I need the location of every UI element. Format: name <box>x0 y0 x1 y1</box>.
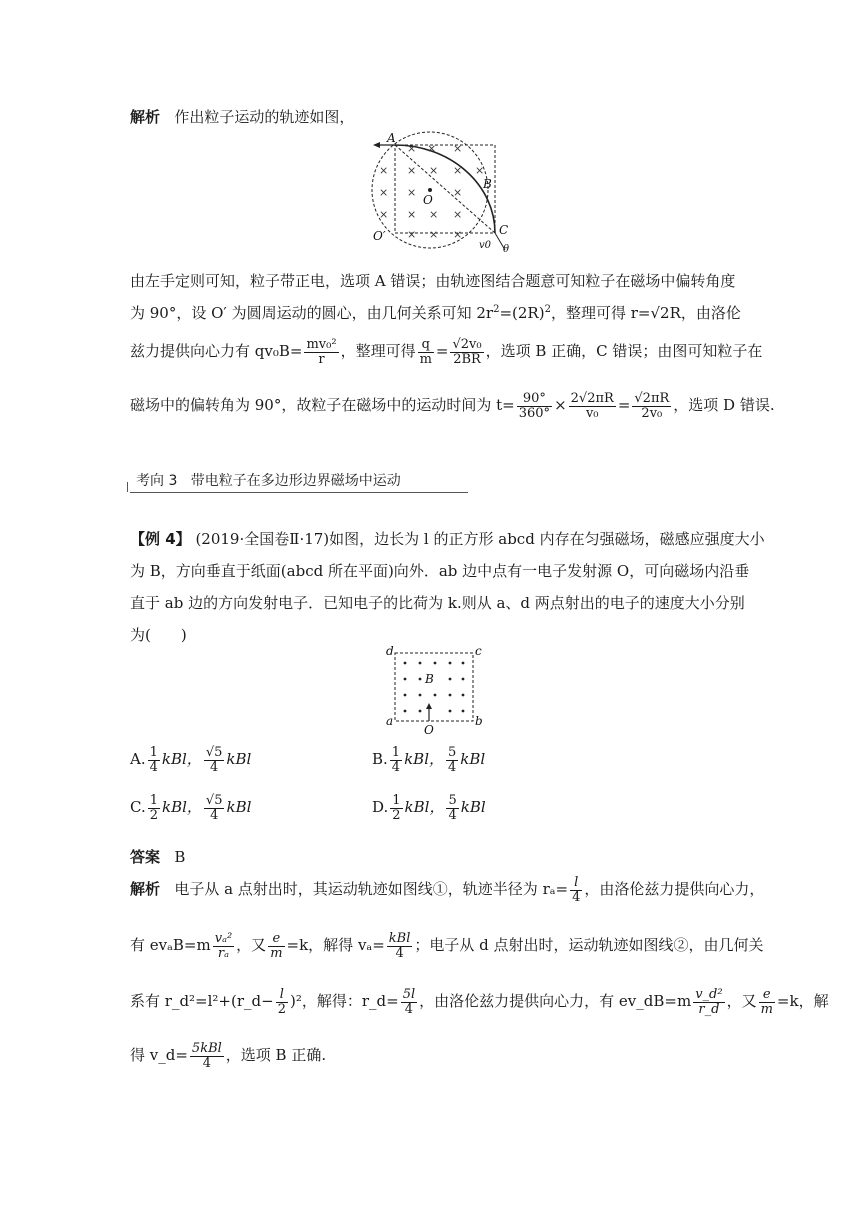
svg-text:×: × <box>407 208 417 221</box>
svg-text:×: × <box>407 164 417 177</box>
analysis-label: 解析 <box>130 108 161 126</box>
answer-label: 答案 <box>130 848 161 866</box>
svg-text:×: × <box>427 142 437 155</box>
svg-text:×: × <box>453 142 463 155</box>
example-p2: 为 B，方向垂直于纸面(abcd 所在平面)向外．ab 边中点有一电子发射源 O，可向磁场内沿垂 <box>130 562 750 580</box>
section-heading <box>130 470 468 493</box>
option-b[interactable]: B. $\frac{1}{4}$ kBl， $\frac{5}{4}$ kBl <box>372 745 486 775</box>
analysis1-p2: 为 90°，设 O′ 为圆周运动的圆心，由几何关系可知 $2r^2=(2R)^2$，整理可得 r=√2R，由洛伦 <box>130 304 741 322</box>
svg-text:v0: v0 <box>479 240 492 251</box>
analysis2-l2: 有 evₐB=m $\frac{\text{vₐ²}}{\text{rₐ}}$ ，又 $\frac{e}{m}$ =k，解得 vₐ= $\frac{\text{kBl}}{4}$ ；电子从 d 点射出时，运动轨迹如图线②，由几何关 <box>130 931 764 961</box>
svg-text:×: × <box>407 186 417 199</box>
analysis2-l4: 得 v_d= $\frac{\text{5kBl}}{4}$ ，选项 B 正确. <box>130 1041 327 1071</box>
svg-text:O: O <box>423 193 433 207</box>
answer-value: B <box>174 848 186 866</box>
square-field-diagram <box>383 645 493 735</box>
svg-text:×: × <box>453 228 463 241</box>
svg-text:A: A <box>387 131 396 145</box>
svg-text:×: × <box>475 164 485 177</box>
svg-text:O: O <box>424 723 434 735</box>
option-d[interactable]: D. $\frac{1}{2}$ kBl， $\frac{5}{4}$ kBl <box>372 793 486 823</box>
svg-text:B: B <box>425 672 434 686</box>
trajectory-diagram <box>365 130 535 255</box>
example-label: 【例 4】 <box>130 530 191 548</box>
svg-text:O′: O′ <box>373 229 386 243</box>
analysis2-l3: 系有 r_d²=l²+(r_d− $\frac{l}{2}$ )²，解得：r_d= $\frac{5l}{4}$ ，由洛伦兹力提供向心力，有 ev_dB=m $\frac{\text{v\_d²}}{r\_d}$ ，又 $\frac{e}{m}$ =k，解 <box>130 987 829 1017</box>
svg-text:×: × <box>429 164 439 177</box>
svg-text:×: × <box>429 208 439 221</box>
svg-text:×: × <box>453 208 463 221</box>
svg-text:×: × <box>379 164 389 177</box>
analysis1-intro-line <box>130 106 354 127</box>
svg-text:d: d <box>386 645 394 658</box>
svg-text:×: × <box>407 228 417 241</box>
section-title: 带电粒子在多边形边界磁场中运动 <box>190 473 401 489</box>
analysis1-p1: 由左手定则可知，粒子带正电，选项 A 错误；由轨迹图结合题意可知粒子在磁场中偏转角度 <box>130 272 736 290</box>
example-p4: 为( ) <box>130 626 187 644</box>
option-a[interactable]: A. $\frac{1}{4}$ kBl， $\frac{√5}{4}$ kBl <box>130 745 252 775</box>
example-p1: 【例 4】 (2019·全国卷Ⅱ·17)如图，边长为 l 的正方形 abcd 内存在匀强磁场，磁感应强度大小 <box>130 530 765 548</box>
svg-text:a: a <box>386 714 394 728</box>
svg-text:×: × <box>429 228 439 241</box>
answer-line <box>130 846 185 867</box>
analysis2-l1: 解析 电子从 a 点射出时，其运动轨迹如图线①，轨迹半径为 rₐ= $\frac{l}{4}$ ，由洛伦兹力提供向心力， <box>130 875 765 905</box>
section-label: 考向 3 <box>136 473 178 489</box>
svg-text:×: × <box>379 208 389 221</box>
analysis1-intro: 作出粒子运动的轨迹如图， <box>174 108 355 126</box>
svg-text:θ: θ <box>503 244 510 255</box>
svg-text:b: b <box>475 714 483 728</box>
svg-text:×: × <box>407 142 417 155</box>
svg-text:c: c <box>475 645 482 658</box>
svg-text:×: × <box>379 186 389 199</box>
svg-text:B: B <box>483 177 492 191</box>
svg-text:×: × <box>453 164 463 177</box>
svg-text:C: C <box>499 223 509 237</box>
analysis1-p3: 兹力提供向心力有 qv₀B= $\frac{\text{mv₀²}}{r}$ ，整理可得 $\frac{q}{m}$ = $\frac{\text{√2v₀}}{2BR}$ ，选项 B 正确，C 错误；由图可知粒子在 <box>130 337 763 367</box>
svg-text:×: × <box>453 186 463 199</box>
option-c[interactable]: C. $\frac{1}{2}$ kBl， $\frac{√5}{4}$ kBl <box>130 793 252 823</box>
analysis1-p4: 磁场中的偏转角为 90°，故粒子在磁场中的运动时间为 t= $\frac{90^\circ}{360^\circ}$ × $\frac{2√2\pi R}{\text{v₀}}$ = $\frac{√2\pi R}{\text{2v₀}}$ ，选项 D 错误. <box>130 391 775 421</box>
example-p3: 直于 ab 边的方向发射电子．已知电子的比荷为 k.则从 a、d 两点射出的电子的速度大小分别 <box>130 594 745 612</box>
